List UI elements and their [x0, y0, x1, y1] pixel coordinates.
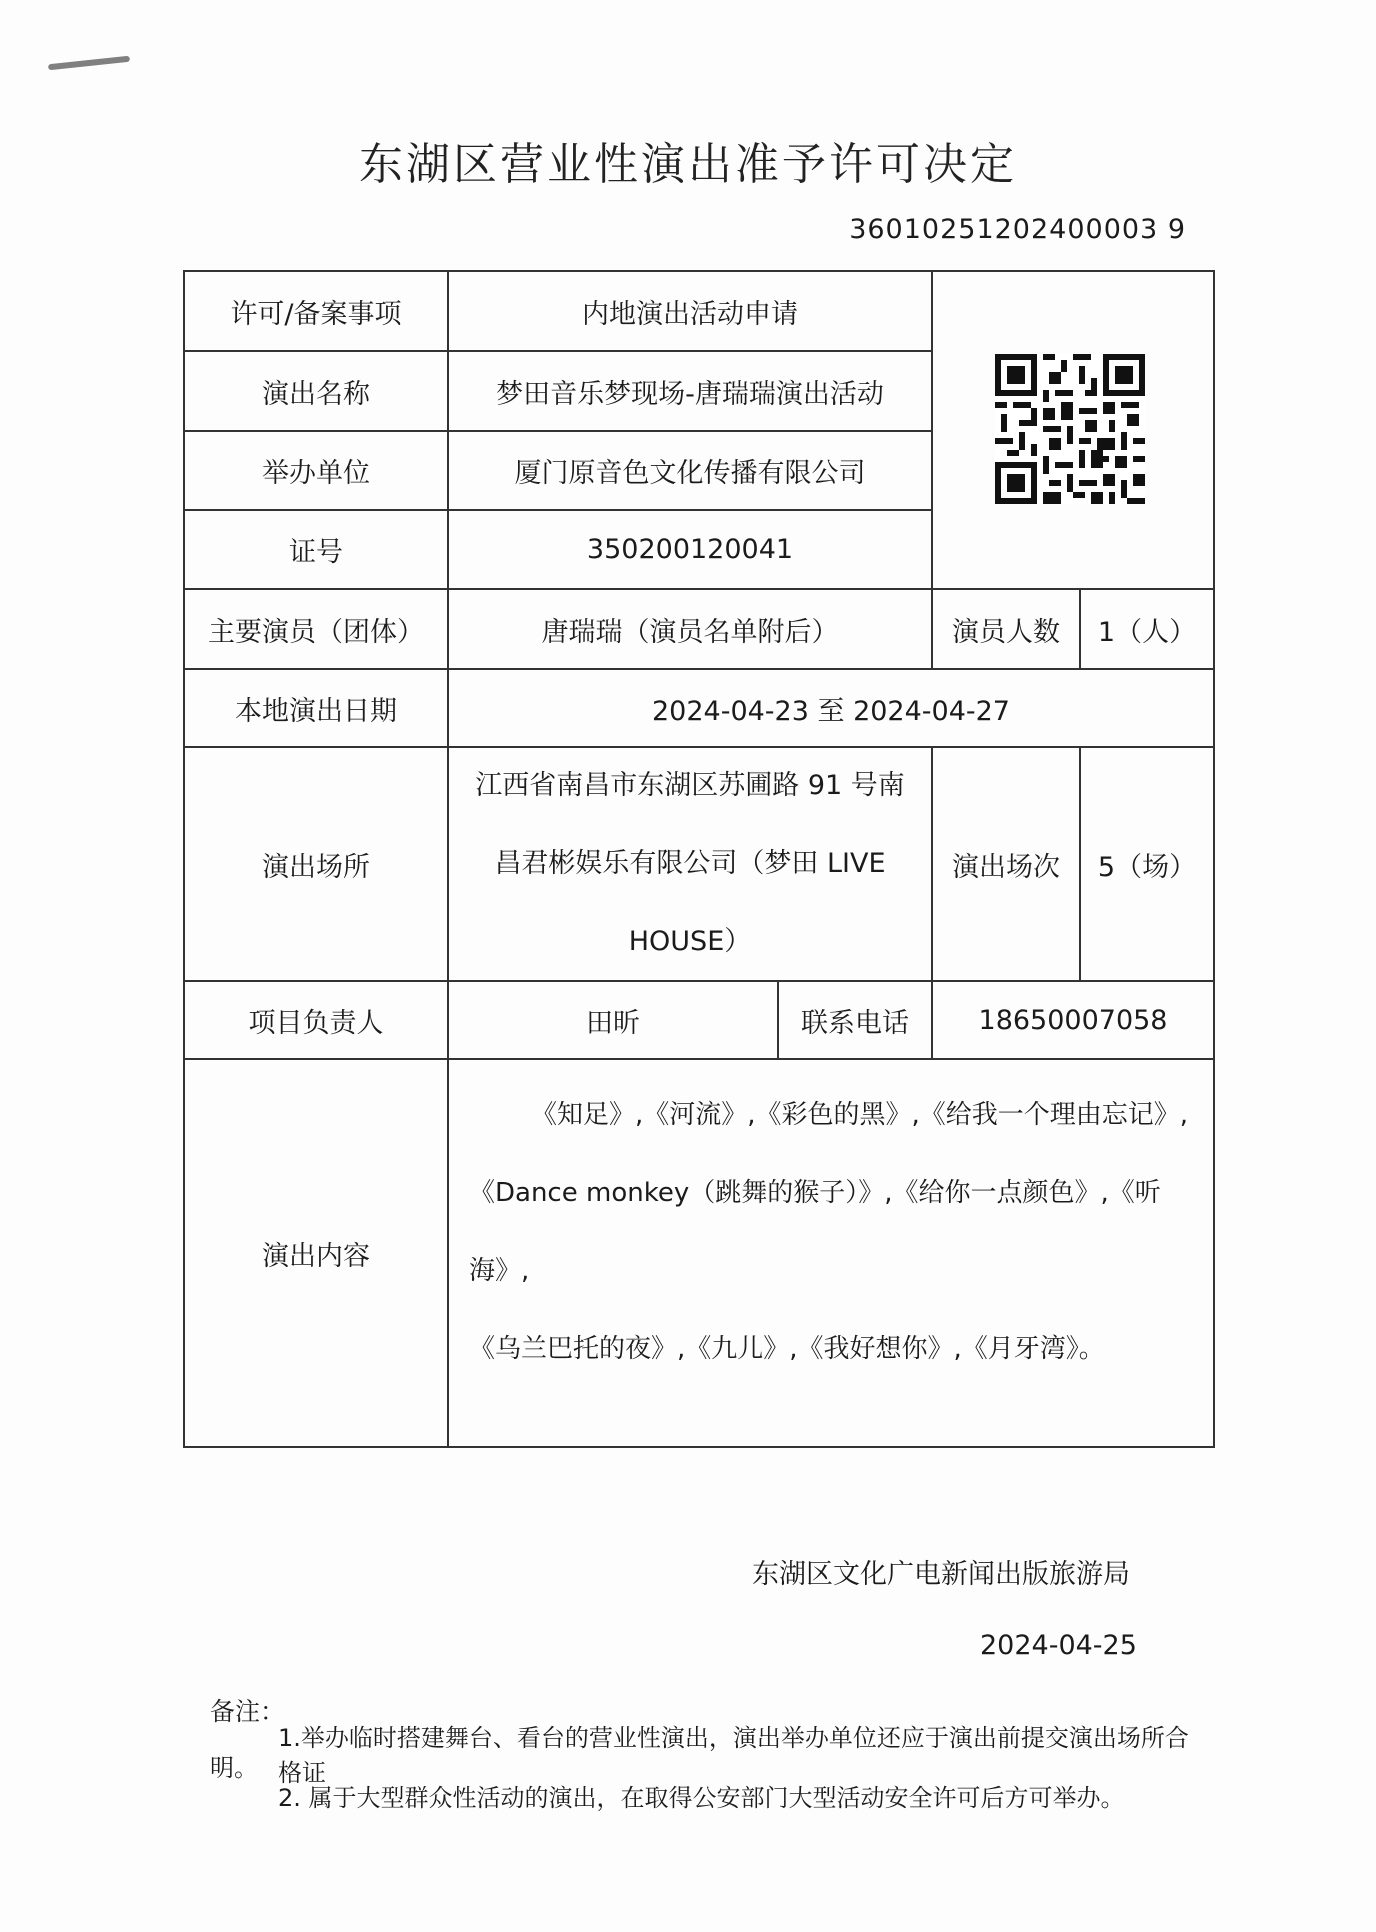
label-item: 许可/备案事项	[185, 272, 449, 352]
value-date: 2024-04-23 至 2024-04-27	[449, 670, 1213, 748]
qr-code-icon	[995, 354, 1145, 504]
value-cert: 350200120041	[449, 511, 933, 590]
label-content: 演出内容	[185, 1060, 449, 1446]
note-2: 2. 属于大型群众性活动的演出，在取得公安部门大型活动安全许可后方可举办。	[278, 1784, 1125, 1812]
value-organizer: 厦门原音色文化传播有限公司	[449, 432, 933, 511]
label-lead: 项目负责人	[185, 982, 449, 1060]
label-venue: 演出场所	[185, 748, 449, 982]
venue-line-3: HOUSE）	[628, 926, 752, 957]
label-cert: 证号	[185, 511, 449, 590]
venue-line-1: 江西省南昌市东湖区苏圃路 91 号南	[475, 770, 905, 801]
issuer-name: 东湖区文化广电新闻出版旅游局	[752, 1559, 1130, 1590]
venue-line-2: 昌君彬娱乐有限公司（梦田 LIVE	[494, 848, 886, 879]
value-show-name: 梦田音乐梦现场-唐瑞瑞演出活动	[449, 352, 933, 432]
label-sessions: 演出场次	[933, 748, 1081, 982]
value-lead: 田昕	[449, 982, 779, 1060]
value-content	[449, 1060, 1213, 1446]
label-cast-count: 演员人数	[933, 590, 1081, 670]
label-organizer: 举办单位	[185, 432, 449, 511]
label-cast: 主要演员（团体）	[185, 590, 449, 670]
issue-date: 2024-04-25	[980, 1630, 1137, 1661]
notes-heading: 备注：	[210, 1697, 286, 1726]
value-item: 内地演出活动申请	[449, 272, 933, 352]
label-phone: 联系电话	[779, 982, 933, 1060]
scan-mark	[48, 56, 130, 71]
value-phone: 18650007058	[933, 982, 1213, 1060]
label-date: 本地演出日期	[185, 670, 449, 748]
value-cast: 唐瑞瑞（演员名单附后）	[449, 590, 933, 670]
note-1-continued: 明。	[210, 1754, 258, 1782]
note-1: 1.举办临时搭建舞台、看台的营业性演出，演出举办单位还应于演出前提交演出场所合格证	[278, 1724, 1189, 1787]
value-cast-count: 1（人）	[1081, 590, 1213, 670]
value-venue	[449, 748, 933, 982]
document-number: 36010251202400003 9	[849, 214, 1186, 245]
content-line-2: 《Dance monkey（跳舞的猴子）》,《给你一点颜色》,《听海》,	[469, 1178, 1161, 1286]
content-line-3: 《乌兰巴托的夜》,《九儿》,《我好想你》,《月牙湾》。	[469, 1334, 1105, 1364]
value-sessions: 5（场）	[1081, 748, 1213, 982]
label-show-name: 演出名称	[185, 352, 449, 432]
document-title: 东湖区营业性演出准予许可决定	[359, 139, 1017, 190]
content-line-1: 《知足》,《河流》,《彩色的黑》,《给我一个理由忘记》,	[531, 1100, 1189, 1130]
